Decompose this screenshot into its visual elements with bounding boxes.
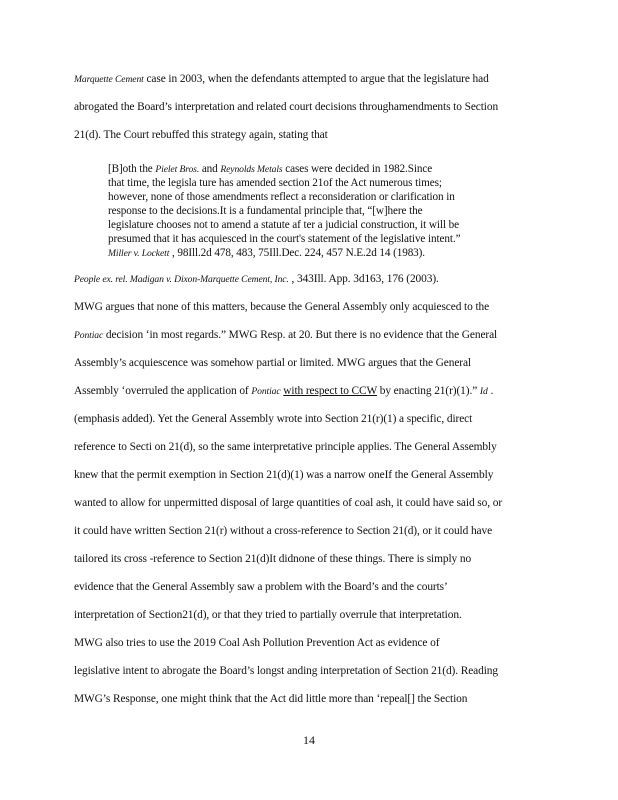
text-run: wanted to allow for unpermitted disposal of large quantities of coal ash, it could have said so, or <box>74 497 503 509</box>
italic-citation: Miller v. Lockett <box>108 248 170 259</box>
text-run: evidence that the General Assembly saw a problem with the Board’s and the courts’ <box>74 581 448 593</box>
body-line <box>74 412 472 426</box>
italic-citation: People ex. rel. Madigan v. Dixon-Marquette Cement, Inc. <box>74 274 289 285</box>
text-run: it could have written Section 21(r) without a cross-reference to Section 21(d), or it could have <box>74 525 493 537</box>
text-run: legislative intent to abrogate the Board’s longst anding interpretation of Section 21(d). Reading <box>74 665 498 677</box>
text-run: cases were decided in 1982.Since <box>282 163 433 175</box>
body-line <box>74 664 498 678</box>
text-run: (emphasis added). Yet the General Assembly wrote into Section 21(r)(1) a specific, direct <box>74 413 473 425</box>
body-line <box>74 608 462 622</box>
body-line <box>74 468 493 482</box>
text-run: by enacting 21(r)(1).” <box>377 385 480 397</box>
text-run: Assembly’s acquiescence was somehow partial or limited. MWG argues that the General <box>74 357 472 369</box>
body-line <box>74 580 448 594</box>
body-line <box>74 300 489 314</box>
block-quote-line <box>108 163 432 176</box>
body-line <box>74 440 497 454</box>
body-line <box>74 692 467 706</box>
text-run: [B]oth the <box>108 163 156 175</box>
block-quote-line <box>108 205 422 218</box>
block-quote-line <box>108 219 459 232</box>
block-quote-line <box>108 177 442 190</box>
body-line <box>74 328 497 343</box>
italic-citation: Pontiac <box>74 330 104 341</box>
text-run: decision ‘in most regards.” MWG Resp. at 20. But there is no evidence that the General <box>103 329 498 341</box>
italic-citation: Pontiac <box>251 386 281 397</box>
text-run: , 343Ill. App. 3d163, 176 (2003). <box>288 273 439 285</box>
italic-citation: Reynolds Metals <box>220 164 283 175</box>
text-run: reference to Secti on 21(d), so the same interpretative principle applies. The General Assembly <box>74 441 497 453</box>
body-line <box>74 128 328 142</box>
page-number: 14 <box>303 733 315 747</box>
text-run: presumed that it has acquiesced in the court's statement of the legislative intent.” <box>108 233 461 245</box>
text-run: Assembly ‘overruled the application of <box>74 385 252 397</box>
body-line <box>74 384 493 399</box>
text-run: MWG argues that none of this matters, because the General Assembly only acquiesced to the <box>74 301 490 313</box>
text-run: response to the decisions.It is a fundamental principle that, “[w]here the <box>108 205 423 217</box>
text-run: that time, the legisla ture has amended section 21of the Act numerous times; <box>108 177 442 189</box>
text-run: , 98Ill.2d 478, 483, 75Ill.Dec. 224, 457 N.E.2d 14 (1983). <box>169 247 425 259</box>
text-run: and <box>199 163 221 175</box>
text-run: knew that the permit exemption in Section 21(d)(1) was a narrow oneIf the General Assembly <box>74 469 494 481</box>
body-line <box>74 272 439 287</box>
text-run: legislature chooses not to amend a statute af ter a judicial construction, it will be <box>108 219 459 231</box>
text-run: tailored its cross -reference to Section 21(d)It didnone of these things. There is simply no <box>74 553 472 565</box>
body-line <box>74 524 492 538</box>
text-run: interpretation of Section21(d), or that they tried to partially overrule that interpretation. <box>74 609 462 621</box>
body-line <box>74 72 489 87</box>
body-line <box>74 100 498 114</box>
text-run: 21(d). The Court rebuffed this strategy again, stating that <box>74 129 328 141</box>
block-quote-line <box>108 233 460 246</box>
text-run: abrogated the Board’s interpretation and related court decisions throughamendments to Section <box>74 101 499 113</box>
italic-citation: Pielet Bros. <box>155 164 200 175</box>
block-quote-line <box>108 247 425 260</box>
italic-citation: Marquette Cement <box>74 74 144 85</box>
text-run: case in 2003, when the defendants attempted to argue that the legislature had <box>143 73 489 85</box>
text-run: however, none of those amendments reflect a reconsideration or clarification in <box>108 191 455 203</box>
body-line <box>74 552 471 566</box>
body-line <box>74 496 502 510</box>
text-run: MWG’s Response, one might think that the Act did little more than ‘repeal[] the Section <box>74 693 468 705</box>
text-run: MWG also tries to use the 2019 Coal Ash Pollution Prevention Act as evidence of <box>74 637 440 649</box>
italic-citation: Id <box>479 386 488 397</box>
text-run: . <box>487 385 494 397</box>
underlined-emphasis: with respect to CCW <box>283 385 377 397</box>
body-line <box>74 636 439 650</box>
body-line <box>74 356 471 370</box>
block-quote-line <box>108 191 455 204</box>
